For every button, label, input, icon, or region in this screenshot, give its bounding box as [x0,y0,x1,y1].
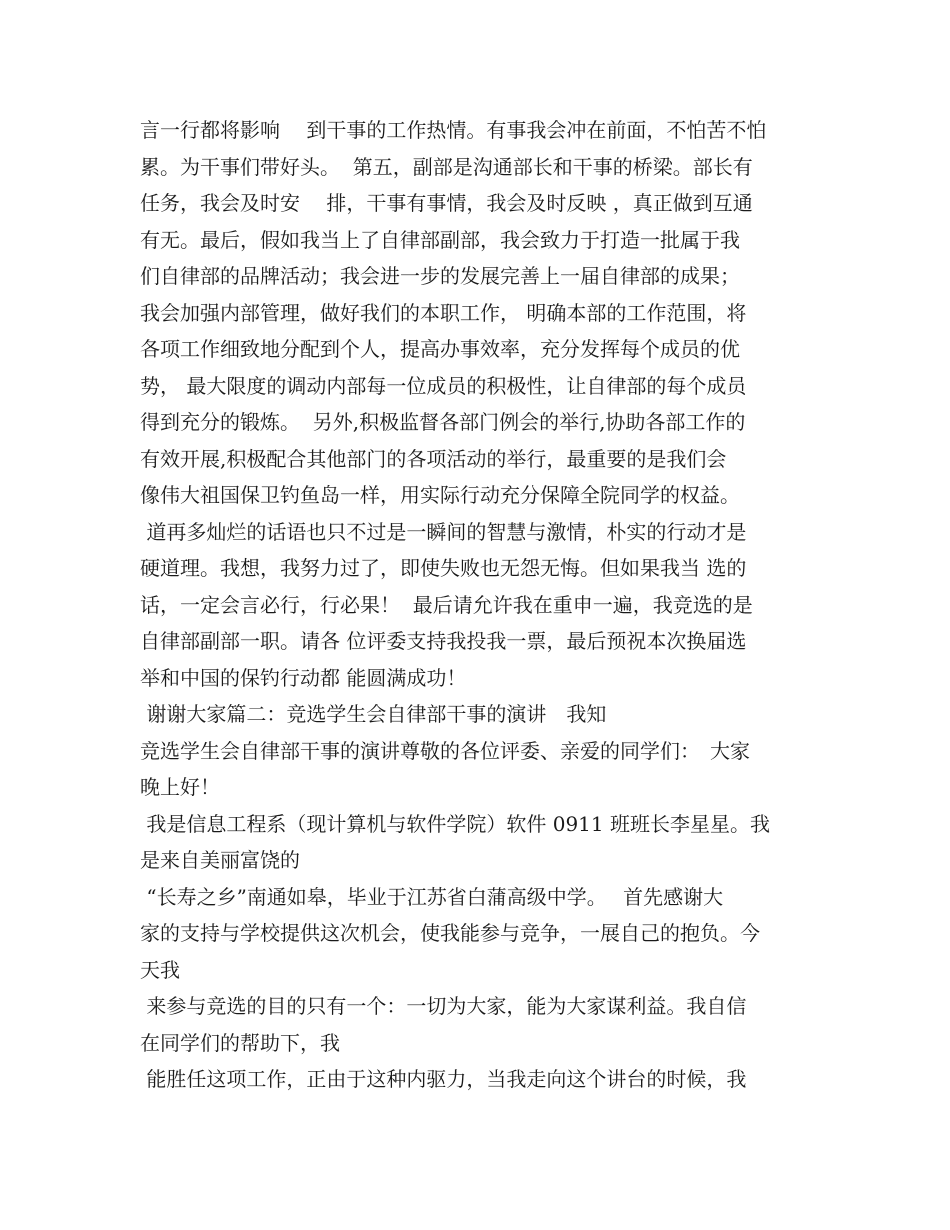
text-line: 天我 [140,957,180,982]
text-line: 任务，我会及时安 排，干事有事情，我会及时反映 ，真正做到互通 [140,191,753,215]
text-line: 来参与竞选的目的只有一个：一切为大家，能为大家谋利益。我自信 [140,994,747,1018]
text-line: “长寿之乡”南通如皋，毕业于江苏省白蒲高级中学。 首先感谢大 [140,884,724,909]
text-line: 能胜任这项工作，正由于这种内驱力，当我走向这个讲台的时候，我 [140,1067,747,1091]
text-line: 势， 最大限度的调动内部每一位成员的积极性，让自律部的每个成员 [140,373,747,398]
text-line: 在同学们的帮助下，我 [140,1030,340,1055]
text-line: 我会加强内部管理，做好我们的本职工作， 明确本部的工作范围，将 [140,300,747,325]
text-line: 有效开展,积极配合其他部门的各项活动的举行，最重要的是我们会 [140,446,727,471]
text-line: 道再多灿烂的话语也只不过是一瞬间的智慧与激情，朴实的行动才是 [140,519,747,544]
text-line: 累。为干事们带好头。 第五，副部是沟通部长和干事的桥梁。部长有 [140,154,753,179]
text-line: 话，一定会言必行，行必果！ 最后请允许我在重申一遍，我竞选的是 [140,592,753,617]
text-line: 硬道理。我想，我努力过了，即使失败也无怨无悔。但如果我当 选的 [140,556,747,580]
text-line: 举和中国的保钓行动都 能圆满成功！ [140,665,467,690]
text-line: 自律部副部一职。请各 位评委支持我投我一票，最后预祝本次换届选 [140,629,747,653]
text-line: 言一行都将影响 到干事的工作热情。有事我会冲在前面，不怕苦不怕 [140,118,767,142]
section-heading-line: 谢谢大家篇二：竞选学生会自律部干事的演讲 我知 [140,702,607,726]
text-line: 晚上好！ [140,775,220,799]
document-body-text [140,112,820,1098]
text-line: 得到充分的锻炼。 另外,积极监督各部门例会的举行,协助各部工作的 [140,410,746,434]
text-line: 有无。最后，假如我当上了自律部副部，我会致力于打造一批属于我 [140,227,740,252]
text-line: 们自律部的品牌活动；我会进一步的发展完善上一届自律部的成果； [140,264,740,288]
text-line: 我是信息工程系（现计算机与软件学院）软件 0911 班班长李星星。我 [140,811,770,836]
text-line: 家的支持与学校提供这次机会，使我能参与竞争，一展自己的抱负。今 [140,921,760,945]
text-line: 各项工作细致地分配到个人，提高办事效率，充分发挥每个成员的优 [140,337,740,361]
text-line: 像伟大祖国保卫钓鱼岛一样，用实际行动充分保障全院同学的权益。 [140,483,740,507]
text-line: 是来自美丽富饶的 [140,848,300,872]
text-line: 竞选学生会自律部干事的演讲尊敬的各位评委、亲爱的同学们： 大家 [140,738,750,763]
